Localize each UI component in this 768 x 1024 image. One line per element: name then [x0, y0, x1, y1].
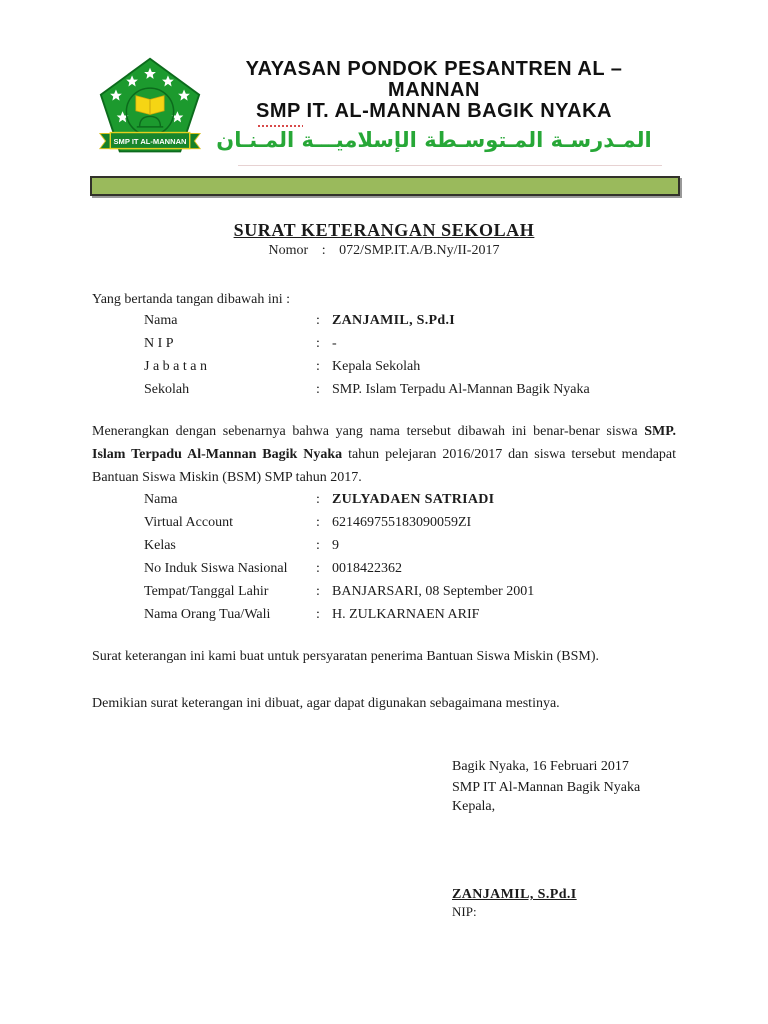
student-row-kelas: [92, 534, 676, 557]
row-label: No Induk Siswa Nasional: [144, 561, 288, 576]
student-row-wali: [92, 603, 676, 626]
logo-banner-text: SMP IT AL-MANNAN: [113, 136, 187, 146]
student-details: [92, 488, 676, 626]
row-value: -: [332, 336, 337, 351]
letter-title-text: SURAT KETERANGAN SEKOLAH: [233, 220, 535, 240]
row-value: SMP. Islam Terpadu Al-Mannan Bagik Nyaka: [332, 382, 590, 397]
letterhead: [188, 59, 680, 153]
letter-title: [0, 220, 768, 241]
row-value: BANJARSARI, 08 September 2001: [332, 584, 535, 599]
intro-paragraph: [92, 420, 676, 489]
row-label: Kelas: [144, 538, 176, 553]
signer-row-nip: [92, 332, 676, 355]
row-colon: :: [316, 561, 320, 576]
row-colon: :: [316, 336, 320, 351]
signer-row-jabatan: [92, 355, 676, 378]
row-colon: :: [316, 607, 320, 622]
signatory-nip-label: NIP:: [452, 904, 477, 919]
row-label: N I P: [144, 336, 174, 351]
letter-number-value: 072/SMP.IT.A/B.Ny/II-2017: [339, 243, 500, 258]
spellcheck-squiggle: [258, 125, 303, 127]
letter-number: [0, 243, 768, 259]
intro-paragraph-part3: tahun pelejaran 2016/2017 dan siswa tersebut mendapat Bantuan Siswa Miskin (BSM) SMP tahun 2017.: [92, 447, 677, 485]
student-row-nama: [92, 488, 676, 511]
row-label: Nama: [144, 492, 178, 507]
row-colon: :: [316, 359, 320, 374]
arabic-underline-rule: [238, 165, 662, 166]
signature-block: [452, 757, 732, 919]
signature-org: SMP IT Al-Mannan Bagik Nyaka: [452, 780, 641, 795]
signer-row-nama: [92, 309, 676, 332]
row-value: 0018422362: [332, 561, 402, 576]
intro-paragraph-school-bold: SMP. Islam Terpadu Al-Mannan Bagik Nyaka: [92, 424, 676, 462]
row-colon: :: [316, 584, 320, 599]
row-label: Virtual Account: [144, 515, 233, 530]
row-label: Tempat/Tanggal Lahir: [144, 584, 269, 599]
student-row-ttl: [92, 580, 676, 603]
row-label: Sekolah: [144, 382, 190, 397]
row-colon: :: [316, 382, 320, 397]
school-logo-icon: [98, 56, 202, 158]
row-colon: :: [316, 492, 320, 507]
signer-row-sekolah: [92, 378, 676, 401]
row-label: Nama: [144, 313, 178, 328]
arabic-school-name: المـدرسـة المـتوسـطة الإسلاميـــة المـنـان: [216, 128, 652, 152]
signature-role: Kepala,: [452, 799, 496, 814]
header-divider-bar: [90, 176, 680, 196]
row-label: Nama Orang Tua/Wali: [144, 607, 271, 622]
row-value: 9: [332, 538, 339, 553]
row-label: J a b a t a n: [144, 359, 207, 374]
letter-number-label: Nomor: [268, 243, 309, 258]
purpose-paragraph: Surat keterangan ini kami buat untuk persyaratan penerima Bantuan Siswa Miskin (BSM).: [92, 649, 600, 664]
letter-number-colon: :: [321, 243, 326, 258]
intro-paragraph-part1: Menerangkan dengan sebenarnya bahwa yang nama tersebut dibawah ini benar-benar siswa: [92, 424, 645, 439]
row-colon: :: [316, 515, 320, 530]
org-name-line2: MANNAN: [388, 79, 480, 101]
org-name-line1: YAYASAN PONDOK PESANTREN AL –: [245, 58, 623, 80]
row-value: H. ZULKARNAEN ARIF: [332, 607, 480, 622]
row-colon: :: [316, 538, 320, 553]
row-value: ZANJAMIL, S.Pd.I: [332, 313, 456, 328]
school-name-line: SMP IT. AL-MANNAN BAGIK NYAKA: [256, 100, 612, 122]
signature-place-date: Bagik Nyaka, 16 Februari 2017: [452, 759, 629, 774]
signatory-name: [452, 885, 732, 904]
signer-details: [92, 309, 676, 401]
signatory-name-text: ZANJAMIL, S.Pd.I: [452, 887, 577, 902]
row-value: Kepala Sekolah: [332, 359, 421, 374]
row-value: 621469755183090059ZI: [332, 515, 472, 530]
opening-line: Yang bertanda tangan dibawah ini :: [92, 292, 291, 307]
row-value: ZULYADAEN SATRIADI: [332, 492, 495, 507]
student-row-virtual-account: [92, 511, 676, 534]
student-row-nisn: [92, 557, 676, 580]
row-colon: :: [316, 313, 320, 328]
closing-paragraph: Demikian surat keterangan ini dibuat, agar dapat digunakan sebagaimana mestinya.: [92, 696, 560, 711]
